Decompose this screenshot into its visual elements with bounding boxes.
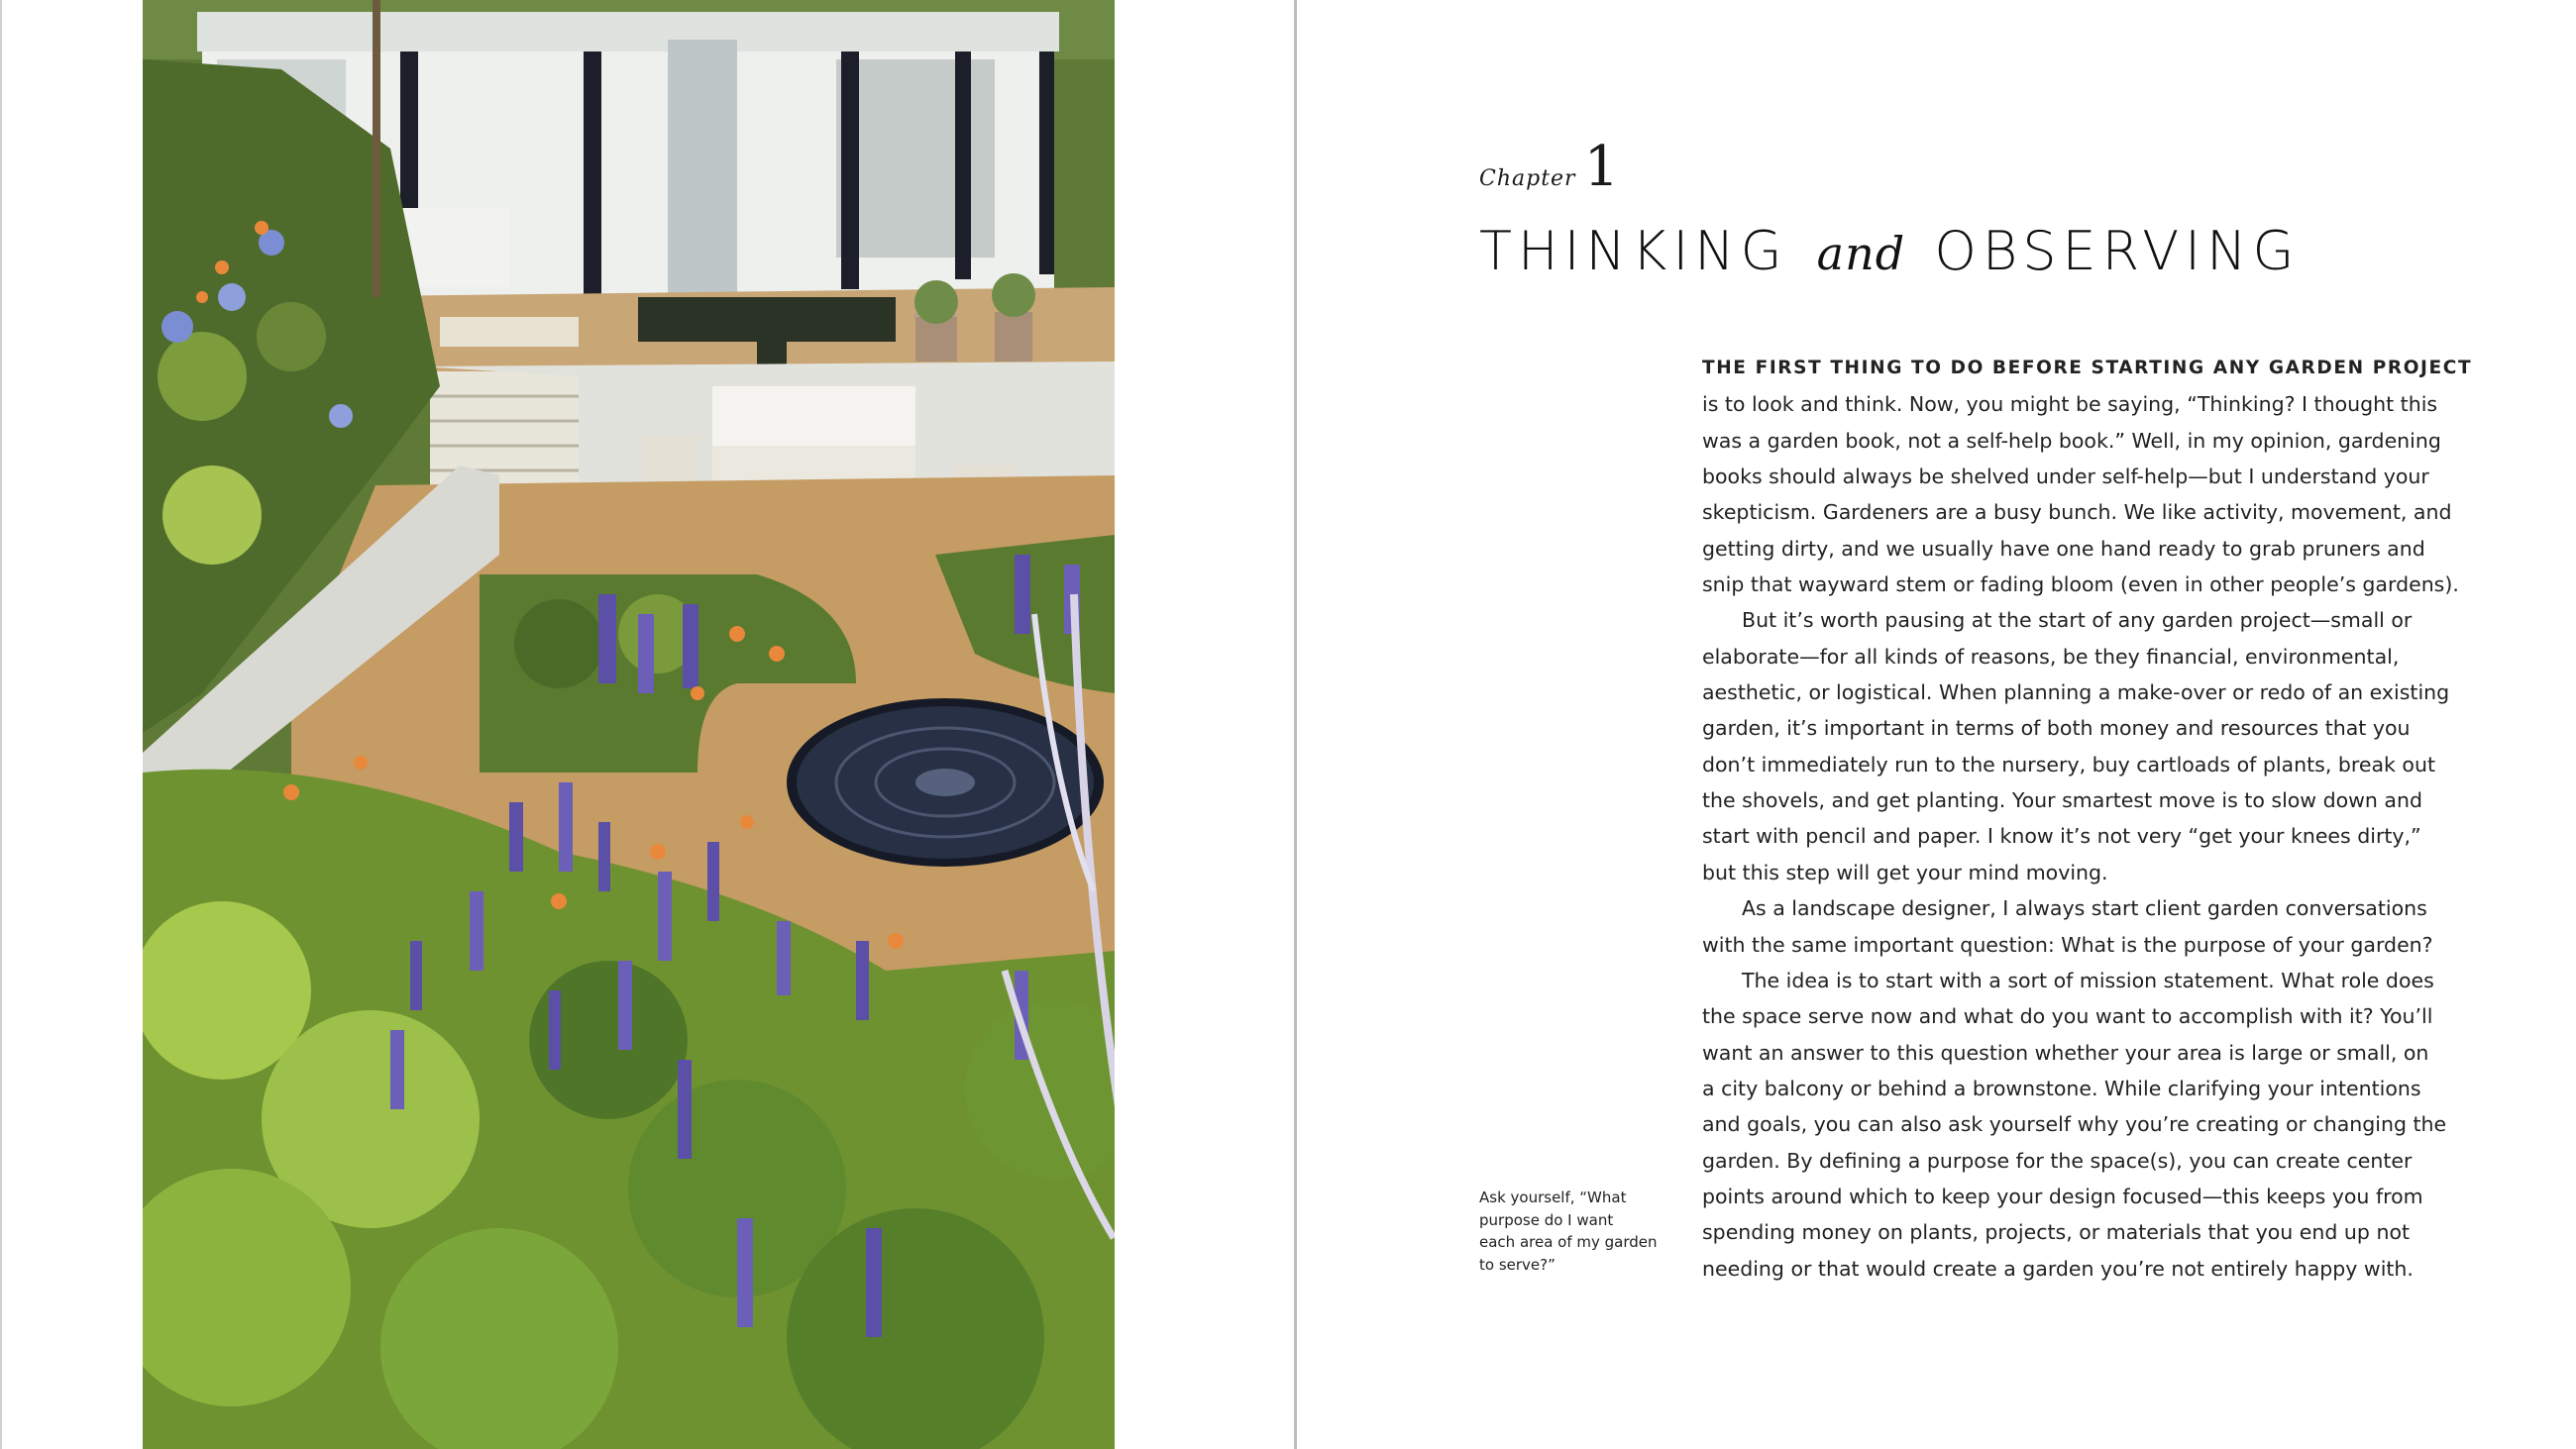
body-line: a city balcony or behind a brownstone. While clarifying your intentions: [1702, 1076, 2421, 1100]
body-line: and goals, you can also ask yourself why you’re creating or changing the: [1702, 1112, 2447, 1137]
body-line: books should always be shelved under self-help—but I understand your: [1702, 465, 2429, 489]
garden-photo-illustration: [143, 0, 1115, 1449]
margin-note-line: Ask yourself, “What: [1479, 1189, 1627, 1206]
body-line: skepticism. Gardeners are a busy bunch. We like activity, movement, and: [1702, 500, 2452, 525]
title-part-2: OBSERVING: [1934, 220, 2301, 282]
body-line: but this step will get your mind moving.: [1702, 860, 2108, 884]
title-connector: and: [1816, 227, 1906, 280]
body-text: [1702, 351, 2485, 1287]
body-line: want an answer to this question whether your area is large or small, on: [1702, 1040, 2429, 1065]
body-line: getting dirty, and we usually have one hand ready to grab pruners and: [1702, 536, 2425, 561]
body-line: needing or that would create a garden you’re not entirely happy with.: [1702, 1256, 2414, 1281]
body-line: points around which to keep your design focused—this keeps you from: [1702, 1184, 2423, 1208]
lead-line: THE FIRST THING TO DO BEFORE STARTING ANY GARDEN PROJECT: [1702, 358, 2473, 378]
body-line: elaborate—for all kinds of reasons, be they financial, environmental,: [1702, 644, 2400, 669]
chapter-word: Chapter: [1479, 166, 1576, 191]
body-line: As a landscape designer, I always start client garden conversations: [1742, 896, 2427, 921]
body-line: with the same important question: What is the purpose of your garden?: [1702, 932, 2433, 957]
body-line: was a garden book, not a self-help book.” Well, in my opinion, gardening: [1702, 428, 2441, 453]
body-line: the space serve now and what do you want to accomplish with it? You’ll: [1702, 1004, 2433, 1029]
right-page: [1294, 0, 2576, 1449]
margin-note-line: to serve?”: [1479, 1255, 1556, 1274]
body-line: garden. By defining a purpose for the space(s), you can create center: [1702, 1148, 2413, 1173]
body-line: aesthetic, or logistical. When planning a make-over or redo of an existing: [1702, 680, 2450, 705]
body-line: The idea is to start with a sort of mission statement. What role does: [1742, 968, 2434, 992]
garden-photo: [143, 0, 1115, 1449]
chapter-number: 1: [1583, 135, 1620, 199]
margin-note-line: each area of my garden: [1479, 1233, 1658, 1251]
body-line: the shovels, and get planting. Your smartest move is to slow down and: [1702, 788, 2422, 813]
chapter-label: [1479, 135, 1619, 199]
body-line: is to look and think. Now, you might be saying, “Thinking? I thought this: [1702, 392, 2438, 417]
margin-note: [1479, 1187, 1677, 1276]
title-part-1: THINKING: [1479, 220, 1788, 282]
body-line: start with pencil and paper. I know it’s not very “get your knees dirty,”: [1702, 824, 2421, 849]
body-line: But it’s worth pausing at the start of any garden project—small or: [1742, 608, 2413, 633]
body-line: spending money on plants, projects, or materials that you end up not: [1702, 1220, 2411, 1245]
body-line: garden, it’s important in terms of both money and resources that you: [1702, 716, 2411, 741]
body-line: snip that wayward stem or fading bloom (even in other people’s gardens).: [1702, 572, 2459, 597]
margin-note-line: purpose do I want: [1479, 1210, 1614, 1229]
chapter-title: [1479, 220, 2300, 282]
body-line: don’t immediately run to the nursery, buy cartloads of plants, break out: [1702, 752, 2435, 776]
